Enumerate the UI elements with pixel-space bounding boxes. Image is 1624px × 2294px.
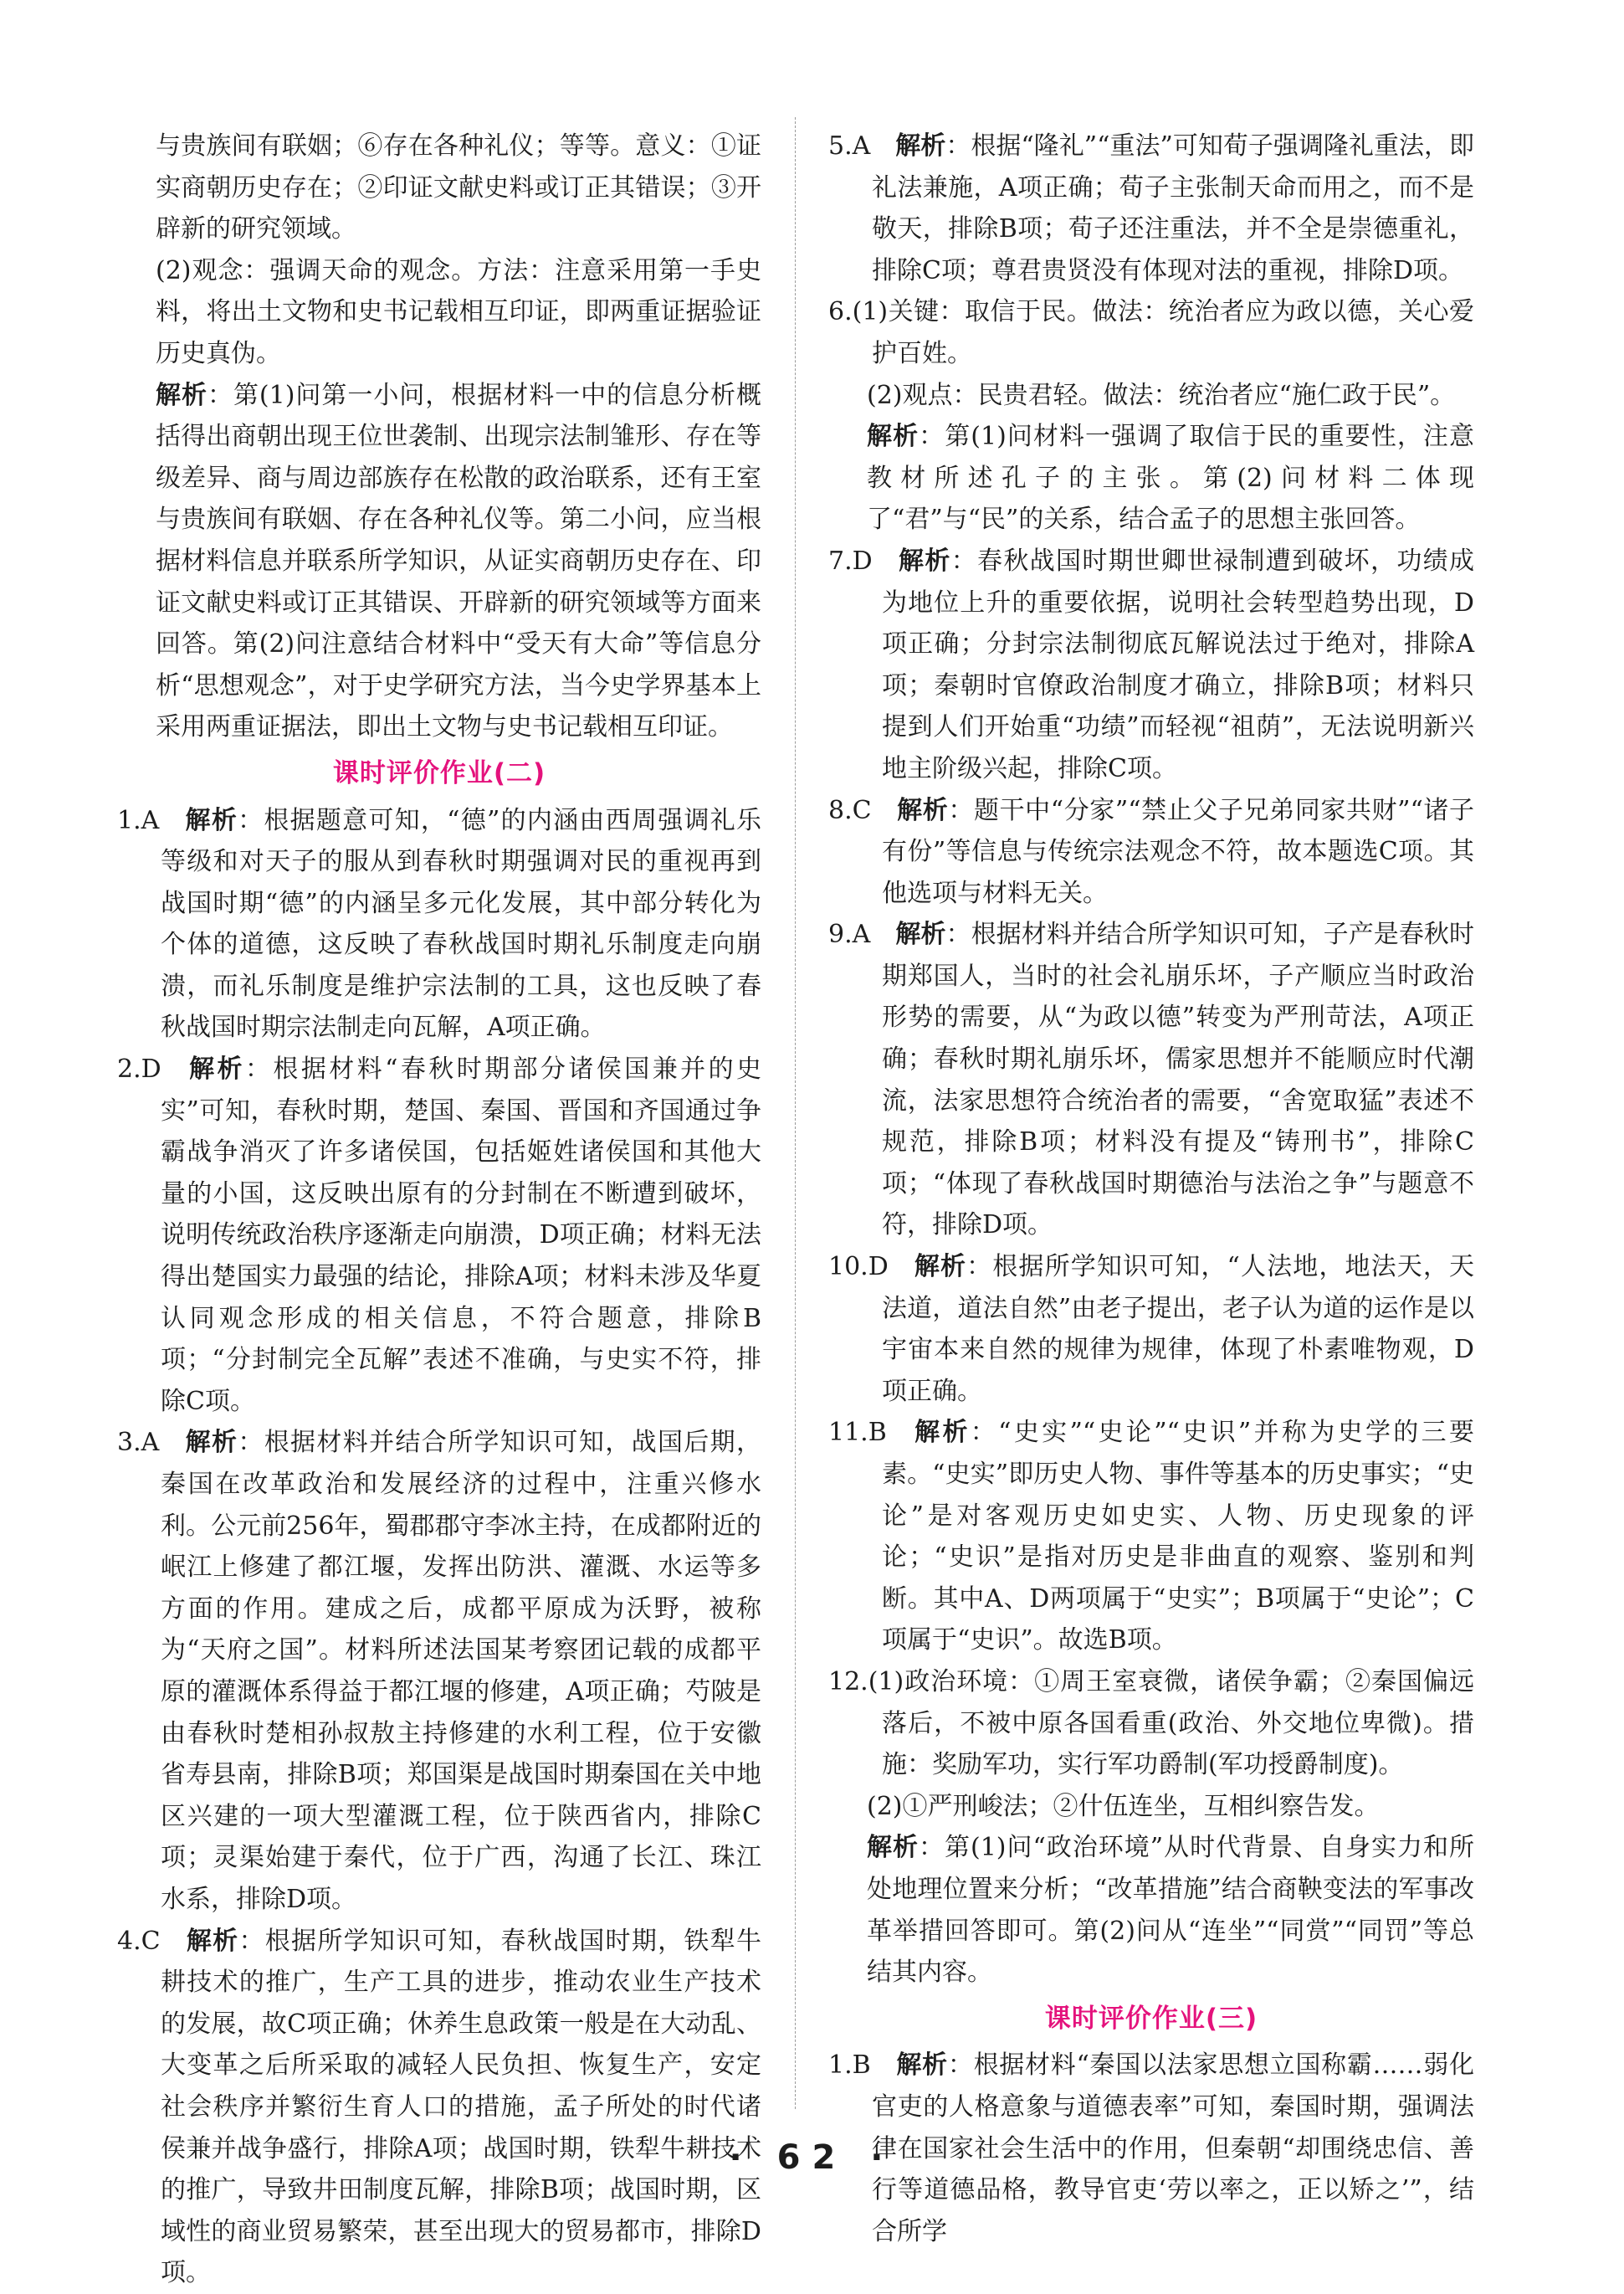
analysis-label: 解析 [913, 1252, 967, 1282]
analysis-label: 解析 [896, 795, 949, 825]
analysis-text: ：根据题意可知，“德”的内涵由西周强调礼乐等级和对天子的服从到春秋时期强调对民的重视再到战国时期“德”的内涵呈多元化发展，其中部分转化为个体的道德，这反映了春秋战国时期礼乐制度走向崩溃，而礼乐制度是维护宗法制的工具，这也反映了春秋战国时期宗法制走向瓦解，A项正确。 [161, 805, 761, 1043]
paragraph: (2)①严刑峻法；②什伍连坐，互相纠察告发。 [867, 1791, 1380, 1821]
item-number: 5.A [828, 131, 871, 161]
paragraph: (2)观点：民贵君轻。做法：统治者应“施仁政于民”。 [867, 380, 1456, 410]
analysis-paragraph [828, 416, 1474, 541]
answer-item [828, 790, 1474, 915]
section-title: 课时评价作业(二) [332, 757, 546, 788]
section-title: 课时评价作业(三) [1044, 2003, 1258, 2034]
analysis-text: ：第(1)问第一小问，根据材料一中的信息分析概括得出商朝出现王位世袭制、出现宗法制雏形、存在等级差异、商与周边部族存在松散的政治联系，还有王室与贵族间有联姻、存在各种礼仪等。第二小问，应当根据材料信息并联系所学知识，从证实商朝历史存在、印证文献史料或订正其错误、开辟新的研究领域等方面来回答。第(2)问注意结合材料中“受天有大命”等信息分析“思想观念”，对于史学研究方法，当今史学界基本上采用两重证据法，即出土文物与史书记载相互印证。 [156, 380, 762, 742]
item-number: 2.D [117, 1055, 161, 1085]
answer-item [117, 1921, 761, 2294]
analysis-label: 解析 [897, 546, 951, 576]
answer-item [117, 1049, 761, 1422]
analysis-paragraph [828, 1827, 1474, 1993]
answer-item [828, 1246, 1474, 1412]
analysis-label: 解析 [156, 380, 207, 410]
answer-item [117, 1422, 761, 1920]
analysis-text: ：根据所学知识可知，“人法地，地法天，天法道，道法自然”由老子提出，老子认为道的运作是以宇宙本来自然的规律为规律，体现了朴素唯物观，D项正确。 [882, 1252, 1475, 1406]
answer-list [117, 800, 761, 2294]
analysis-label: 解析 [185, 1926, 239, 1956]
analysis-text: ：根据材料并结合所学知识可知，子产是春秋时期郑国人，当时的社会礼崩乐坏，子产顺应当时政治形势的需要，从“为政以德”转变为严刑苛法，A项正确；春秋时期礼崩乐坏，儒家思想并不能顺应时代潮流，法家思想符合统治者的需要，“舍宽取猛”表述不规范，排除B项；材料没有提及“铸刑书”，排除C项；“体现了春秋战国时期德治与法治之争”与题意不符，排除D项。 [882, 920, 1475, 1240]
item-number: 3.A [117, 1428, 160, 1458]
analysis-paragraph [117, 375, 761, 748]
item-number: 4.C [117, 1926, 161, 1956]
analysis-text: ：“史实”“史论”“史识”并称为史学的三要素。“史实”即历史人物、事件等基本的历史事实；“史论”是对客观历史如史实、人物、历史现象的评论；“史识”是指对历史是非曲直的观察、鉴别和判断。其中A、D两项属于“史实”；B项属于“史论”；C项属于“史识”。故选B项。 [882, 1418, 1474, 1655]
answer-item [828, 126, 1474, 291]
analysis-text: ：第(1)问“政治环境”从时代背景、自身实力和所处地理位置来分析；“改革措施”结合商鞅变法的军事改革举措回答即可。第(2)问从“连坐”“同赏”“同罚”等总结其内容。 [867, 1833, 1475, 1988]
analysis-text: ：春秋战国时期世卿世禄制遭到破坏，功绩成为地位上升的重要依据，说明社会转型趋势出现，D项正确；分封宗法制彻底瓦解说法过于绝对，排除A项；秦朝时官僚政治制度才确立，排除B项；材料只提到人们开始重“功绩”而轻视“祖荫”，无法说明新兴地主阶级兴起，排除C项。 [882, 546, 1475, 783]
analysis-label: 解析 [895, 2050, 948, 2081]
item-number: 11.B [828, 1418, 887, 1448]
analysis-text: ：根据“隆礼”“重法”可知荀子强调隆礼重法，即礼法兼施，A项正确；荀子主张制天命而用之，而不是敬天，排除B项；荀子还注重法，并不全是崇德重礼，排除C项；尊君贵贤没有体现对法的重视，排除D项。 [872, 131, 1474, 285]
item-number: 8.C [828, 795, 872, 825]
answer-item [828, 541, 1474, 790]
analysis-label: 解析 [867, 422, 920, 452]
column-divider [795, 117, 796, 2109]
analysis-text: ：根据材料“春秋时期部分诸侯国兼并的史实”可知，春秋时期，楚国、秦国、晋国和齐国通过争霸战争消灭了许多诸侯国，包括姬姓诸侯国和其他大量的小国，这反映出原有的分封制在不断遭到破坏，说明传统政治秩序逐渐走向崩溃，D项正确；材料无法得出楚国实力最强的结论，排除A项；材料未涉及华夏认同观念形成的相关信息，不符合题意，排除B项；“分封制完全瓦解”表述不准确，与史实不符，排除C项。 [161, 1055, 761, 1416]
answer-item: 6.(1)关键：取信于民。做法：统治者应为政以德，关心爱护百姓。 [828, 297, 1474, 368]
item-number: 7.D [828, 546, 873, 576]
item-number: 1.A [117, 805, 160, 835]
page-number: · 62 · [729, 2138, 895, 2177]
analysis-label: 解析 [186, 1055, 245, 1085]
paragraph: 与贵族间有联姻；⑥存在各种礼仪；等等。意义：①证实商朝历史存在；②印证文献史料或订正其错误；③开辟新的研究领域。 [156, 131, 761, 244]
answer-item [117, 800, 761, 1049]
analysis-text: ：第(1)问材料一强调了取信于民的重要性，注意教材所述孔子的主张。第(2)问材料二体现了“君”与“民”的关系，结合孟子的思想主张回答。 [867, 422, 1474, 535]
item-number: 9.A [828, 920, 871, 950]
answer-list [828, 126, 1474, 291]
analysis-label: 解析 [184, 805, 238, 835]
answer-item [828, 1412, 1474, 1661]
analysis-label: 解析 [895, 131, 946, 161]
item-number: 10.D [828, 1252, 889, 1282]
analysis-text: ：根据所学知识可知，春秋战国时期，铁犁牛耕技术的推广，生产工具的进步，推动农业生产技术的发展，故C项正确；休养生息政策一般是在大动乱、大变革之后所采取的减轻人民负担、恢复生产，安定社会秩序并繁衍生育人口的措施，孟子所处的时代诸侯兼并战争盛行，排除A项；战国时期，铁犁牛耕技术的推广，导致井田制度瓦解，排除B项；战国时期，区域性的商业贸易繁荣，甚至出现大的贸易都市，排除D项。 [161, 1926, 762, 2288]
analysis-text: ：题干中“分家”“禁止父子兄弟同家共财”“诸子有份”等信息与传统宗法观念不符，故本题选C项。其他选项与材料无关。 [882, 795, 1475, 908]
analysis-text: ：根据材料并结合所学知识可知，战国后期，秦国在改革政治和发展经济的过程中，注重兴修水利。公元前256年，蜀郡郡守李冰主持，在成都附近的岷江上修建了都江堰，发挥出防洪、灌溉、水运等多方面的作用。建成之后，成都平原成为沃野，被称为“天府之国”。材料所述法国某考察团记载的成都平原的灌溉体系得益于都江堰的修建，A项正确；芍陂是由春秋时楚相孙叔敖主持修建的水利工程，位于安徽省寿县南，排除B项；郑国渠是战国时期秦国在关中地区兴建的一项大型灌溉工程，位于陕西省内，排除C项；灵渠始建于秦代，位于广西，沟通了长江、珠江水系，排除D项。 [161, 1428, 762, 1914]
answer-item [828, 914, 1474, 1246]
item-number: 1.B [828, 2050, 871, 2081]
answer-list [828, 541, 1474, 1661]
left-column [117, 126, 761, 2294]
analysis-text: ：根据材料“秦国以法家思想立国称霸……弱化官吏的人格意象与道德表率”可知，秦国时期，强调法律在国家社会生活中的作用，但秦朝“却围绕忠信、善行等道德品格，教导官吏‘劳以率之，正以矫之’”，结合所学 [872, 2050, 1475, 2246]
analysis-label: 解析 [911, 1418, 971, 1448]
analysis-label: 解析 [867, 1833, 919, 1863]
analysis-label: 解析 [895, 920, 946, 950]
right-column [828, 126, 1474, 2252]
answer-item: 12.(1)政治环境：①周王室衰微，诸侯争霸；②秦国偏远落后，不被中原各国看重(政治、外交地位卑微)。措施：奖励军功，实行军功爵制(军功授爵制度)。 [828, 1666, 1474, 1780]
paragraph: (2)观念：强调天命的观念。方法：注意采用第一手史料，将出土文物和史书记载相互印证，即两重证据验证历史真伪。 [156, 255, 761, 368]
analysis-label: 解析 [184, 1428, 238, 1458]
